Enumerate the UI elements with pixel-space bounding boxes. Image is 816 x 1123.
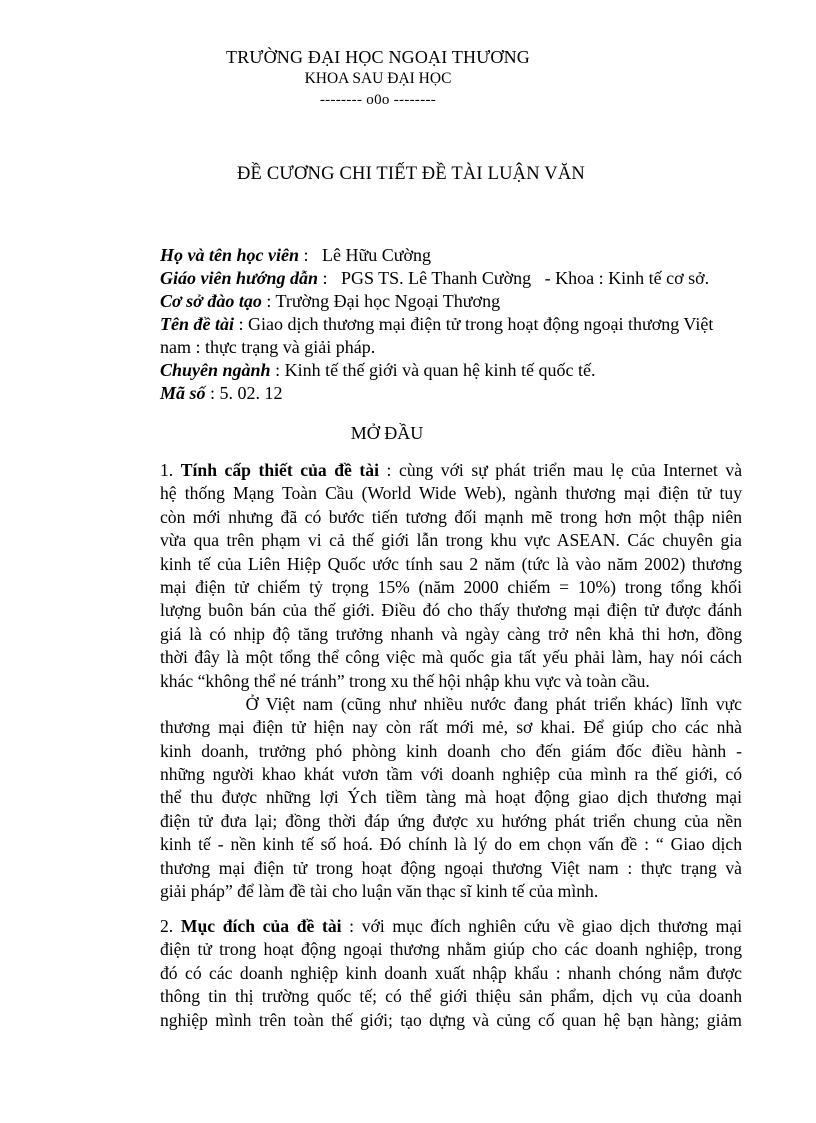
section-1-line: còn mới nhưng đã có bước tiến tương đối mạnh mẽ trong hơn một thập niên (160, 506, 742, 527)
section-2-line: nghiệp mình trên toàn thế giới; tạo dựng và củng cố quan hệ bạn hàng; giảm (160, 1009, 742, 1030)
section-1-line: 1. Tính cấp thiết của đề tài : cùng với sự phát triển mau lẹ của Internet và (160, 460, 742, 480)
major-value: : Kinh tế thế giới và quan hệ kinh tế quốc tế. (270, 360, 596, 380)
section-1-line: mại điện tử chiếm tỷ trọng 15% (năm 2000 chiếm = 10%) trong tổng khối (160, 576, 742, 597)
code-row (160, 382, 760, 405)
section-1-line: vừa qua trên phạm vi cả thế giới lẫn trong khu vực ASEAN. Các chuyên gia (160, 530, 742, 551)
section-1-line: điện tử đưa lại; đồng thời đáp ứng được xu hướng phát triển chung của nền (160, 810, 742, 831)
institution-row (160, 290, 760, 313)
faculty-name: KHOA SAU ĐẠI HỌC (304, 70, 452, 87)
section-2-line: 2. Mục đích của đề tài : với mục đích nghiên cứu về giao dịch thương mại (160, 916, 742, 936)
major-row (160, 359, 760, 382)
code-value: : 5. 02. 12 (205, 383, 283, 403)
section-1-line: kinh tế - nền kinh tế số hoá. Đó chính là lý do em chọn vấn đề : “ Giao dịch (160, 834, 742, 855)
section-1-line: Ở Việt nam (cũng như nhiều nước đang phát triển khác) lĩnh vực (160, 693, 742, 714)
section-2-paragraph (160, 915, 742, 1032)
section-1-line: thương mại điện tử trong hoạt động ngoại thương Việt nam : thực trạng và (160, 857, 742, 878)
intro-heading: MỞ ĐẦU (350, 423, 424, 443)
section-1-line: thể thu được những lợi Ých tiềm tàng mà hoạt động giao dịch thương mại (160, 787, 742, 808)
section-1-line: hệ thống Mạng Toàn Cầu (World Wide Web), ngành thương mại điện tử tuy (160, 483, 742, 504)
student-row (160, 244, 760, 267)
student-sep: : (298, 245, 309, 265)
topic-label: Tên đề tài (160, 314, 234, 334)
document-title: ĐỀ CƯƠNG CHI TIẾT ĐỀ TÀI LUẬN VĂN (237, 164, 585, 184)
advisor-label: Giáo viên hướng dẫn (160, 268, 318, 288)
section-2-heading: Mục đích của đề tài (180, 916, 342, 936)
section-2-line: điện tử trong hoạt động ngoại thương nhằm giúp cho các doanh nghiệp, trong (160, 939, 742, 960)
section-1-paragraph (160, 459, 742, 903)
section-1-line: thương mại điện tử hiện nay còn rất mới mẻ, sơ khai. Để giúp cho các nhà (160, 717, 742, 738)
code-label: Mã số (160, 383, 206, 403)
section-2-line: đó có các doanh nghiệp kinh doanh xuất nhập khẩu : nhanh chóng nắm được (160, 962, 742, 983)
topic-row (160, 313, 760, 336)
university-name: TRƯỜNG ĐẠI HỌC NGOẠI THƯƠNG (226, 47, 530, 67)
section-1-number: 1. (160, 460, 181, 480)
section-1-line: kinh tế của Liên Hiệp Quốc ước tính sau 2 năm (tức là vào năm 2002) thương (160, 553, 742, 574)
student-label: Họ và tên học viên (160, 245, 299, 265)
section-1-heading: Tính cấp thiết của đề tài (180, 460, 379, 480)
topic-value-line1: : Giao dịch thương mại điện tử trong hoạt động ngoại thương Việt (234, 314, 714, 334)
section-2-line: thông tin thị trường quốc tế; có thể giới thiệu sản phẩm, dịch vụ của doanh (160, 986, 742, 1007)
ornament-divider: -------- o0o -------- (319, 92, 437, 108)
advisor-sep: : (317, 268, 328, 288)
student-value: Lê Hữu Cường (308, 245, 432, 265)
section-1-line: giải pháp” để làm đề tài cho luận văn thạc sĩ kinh tế của mình. (160, 881, 599, 902)
institution-label: Cơ sở đào tạo (160, 291, 262, 311)
major-label: Chuyên ngành (160, 360, 271, 380)
section-2-number: 2. (160, 916, 181, 936)
section-1-line: kinh doanh, trưởng phó phòng kinh doanh cho đến giám đốc điều hành - (160, 740, 742, 761)
topic-value-line2: nam : thực trạng và giải pháp. (160, 337, 376, 357)
topic-row-cont (160, 336, 760, 359)
institution-value: : Trường Đại học Ngoại Thương (261, 291, 501, 311)
section-1-line: những người khao khát vươn tầm với doanh nghiệp của mình ra thế giới, có (160, 764, 742, 785)
section-1-line: thời đây là một tổng thể công việc mà quốc gia tất yếu phải làm, hay nói cách (160, 647, 742, 668)
advisor-row (160, 267, 760, 290)
advisor-value: PGS TS. Lê Thanh Cường - Khoa : Kinh tế cơ sở. (327, 268, 710, 288)
section-1-line: lượng buôn bán của thế giới. Điều đó cho thấy thương mại điện tử được đánh (160, 600, 742, 621)
section-1-line: khác “không thể né tránh” trong xu thế hội nhập khu vực và toàn cầu. (160, 670, 650, 691)
section-1-line: giá là có nhịp độ tăng trưởng nhanh và ngày càng trở nên khả thi hơn, đồng (160, 623, 742, 644)
